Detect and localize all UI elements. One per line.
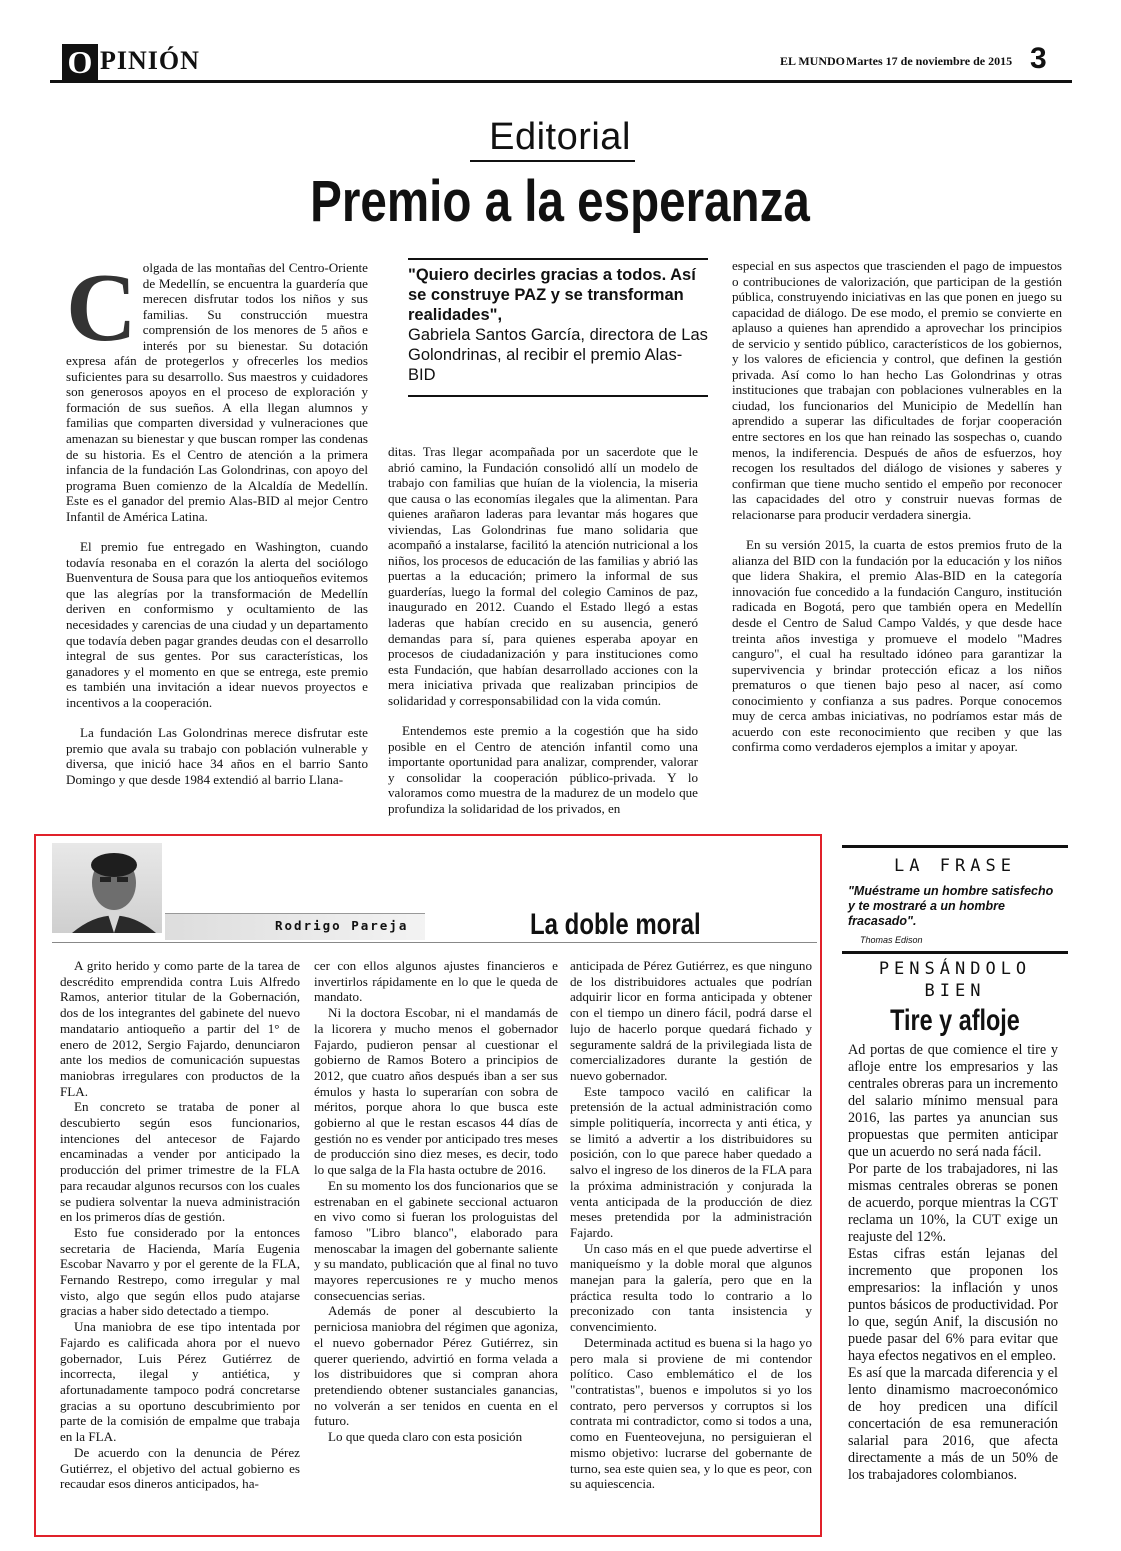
column-header-rule [52,942,817,943]
editorial-rule [470,160,635,162]
author-photo [52,843,162,933]
paragraph: Un caso más en el que puede advertirse el maniqueísmo y la doble moral que algunos manejan para la galería, pero que en la práctica resulta todo lo contrario a lo preconizado con tanta insistencia y convencimiento. [570,1240,812,1335]
paragraph: Entendemos este premio a la cogestión que ha sido posible en el Centro de atención infantil como una importante oportunidad para analizar, comprender, valorar y consolidar la cooperación público-privada. Y lo valoramos como muestra de la madurez de un modelo que profundiza la solidaridad de los privados, en [388,723,698,817]
opinion-column-2 [314,958,558,1445]
tire-title: Tire y afloje [890,1004,1020,1037]
quote-attribution: Gabriela Santos García, directora de Las Golondrinas, al recibir el premio Alas-BID [408,326,708,384]
editorial-column-3 [732,258,1062,770]
paragraph: olgada de las montañas del Centro-Oriente de Medellín, se encuentra la guardería que merecen disfrutar todos los niños y sus familias. Su construcción muestra comprensión de los menores de 5 años e interés por su bienestar. Su dotación expresa afán de protegerlos y ofrecerles los medios suficientes para su desarrollo. Sus maestros y cuidadores son generosos apoyos en el proceso de exploración y formación de sus sueños. A ella llegan alumnos y familias que comparten diversidad y vulneraciones que amenazan su bienestar y que buscan romper las condenas de su historia. Es el Centro de atención a la primera infancia de la fundación Las Golondrinas, con apoyo del programa Buen comienzo de la Alcaldía de Medellín. Este es el ganador del premio Alas-BID al mejor Centro Infantil de América Latina. [66,260,368,524]
editorial-label: Editorial [489,116,631,158]
tire-body [848,1042,1058,1484]
page-number: 3 [1030,42,1047,75]
paragraph: Además de poner al descubierto la perniciosa maniobra del régimen que agoniza, el nuevo gobernador Pérez Gutiérrez, sin querer queriendo, advirtió en forma velada a los distribuidores que si compran ahora pretendiendo obtener sustanciales ganancias, no volverán a ser tenidos en cuenta en el futuro. [314,1303,558,1429]
pensandolo-heading-2: BIEN [924,981,986,1001]
paragraph: Ni la doctora Escobar, ni el mandamás de la licorera y mucho menos el gobernador Fajardo, pudieron pensar al cuestionar el gobierno de Ramos Botero a principios de 2012, que cuatro años después iban a ser sus émulos y hasta lo superarían con sobra de méritos, porque ahora lo que busca este gobierno al que le restan escasos 44 días de gestión no es vender por anticipado tres meses de producción sino diez meses, es decir, todo lo que salga de la Fla hasta octubre de 2016. [314,1005,558,1178]
issue-date: Martes 17 de noviembre de 2015 [846,54,1013,68]
paragraph: Lo que queda claro con esta posición [328,1429,523,1445]
quote-rule [408,258,708,260]
editorial-title: Premio a la esperanza [310,169,810,234]
section-name: PINIÓN [100,46,200,75]
sidebar [842,845,1068,1484]
paragraph: Es así que la marcada diferencia y el lento dinamismo macroeconómico de hoy predicen una difícil concertación de esa remuneración salarial para 2016, que afecta directamente a más de un 50% de los trabajadores colombianos. [848,1365,1058,1483]
paragraph: especial en sus aspectos que trascienden el pago de impuestos o contribuciones de valorización, que participan de la gestión pública, construyendo iniciativas en las que ponen en juego su capacidad de diálogo. De ese modo, el premio se convierte en aplauso a quienes han aprendido a aprovechar los principios de servicio y sentido público, característicos de los gobiernos, y los valores de eficiencia y control, que definen la gestión privada. Así como lo han hecho Las Golondrinas y otras instituciones que trabajan con poblaciones vulnerables en la ciudad, los funcionarios del Municipio de Medellín han aprendido a superar las dificultades de forjar cooperación entre sectores en los que han reinado las sospechas o, cuando menos, la indiferencia. Después de años de esfuerzos, hoy recogen los resultados del diálogo de visiones y saberes y confirman que tiene mucho sentido el empeño por reconocer las capacidades del otro y construir nuevas formas de relacionarse para producir verdadera sinergia. [732,258,1062,522]
pensandolo-heading-1: PENSÁNDOLO [878,959,1032,979]
paragraph: A grito herido y como parte de la tarea de descrédito emprendida contra Luis Alfredo Ramos, anterior titular de la Gobernación, dos de los integrantes del gabinete del nuevo mandatario antioqueño a partir del 1° de enero de 2012, Sergio Fajardo, denunciaron ante los medios de comunicación supuestas maniobras irregulares con productos de la FLA. [60,958,300,1099]
paragraph: anticipada de Pérez Gutiérrez, es que ninguno de los distribuidores actuales que podrían adquirir licor en forma anticipada y obtener con el tiempo un dinero fácil, podrá darse el lujo de hacerlo porque quedará fichado y seguramente saldrá de la privilegiada lista de comercializadores durante la gestión de nuevo gobernador. [570,958,812,1083]
editorial-column-2 [388,444,698,832]
frase-heading: LA FRASE [894,856,1016,876]
editorial-column-1 [66,254,368,803]
frase-box [842,845,1068,945]
author-portrait-icon [52,843,162,933]
opinion-column-1 [60,958,300,1492]
frase-quote: "Muéstrame un hombre satisfecho y te mostraré a un hombre fracasado". [848,884,1054,928]
paragraph: En concreto se trataba de poner al descubierto según esos funcionarios, intenciones del antecesor de Fajardo encaminadas a vender por anticipado la producción del primer trimestre de la FLA para recaudar algunos recursos con los cuales se pudiera solventar la nueva administración en los primeros días de gestión. [60,1099,300,1225]
paragraph: El premio fue entregado en Washington, cuando todavía resonaba en el corazón la alerta del sociólogo Buenventura de Sousa para que los antioqueños evitemos que las alegrías por la transformación de Medellín deriven en conformismo y ocultamiento de las necesidades y carencias de una ciudad y un departamento que todavía deben pagar grandes deudas con el desarrollo integral de sus gentes. Por sus características, los ganadores y el momento en que se entrega, este premio es también una invitación a idear nuevos proyectos e incentivos a la cooperación. [66,539,368,710]
paragraph: En su versión 2015, la cuarta de estos premios fruto de la alianza del BID con la fundación por la educación y los niños que lidera Shakira, el premio Alas-BID en la categoría innovación fue concedido a la fundación Canguro, institución radicada en Bogotá, pero que también opera en Medellín desde el Centro de Salud Campo Valdés, y que desde hace treinta años investiga y promueve el modelo "Madres canguro", el cual ha resultado idóneo para garantizar la supervivencia y brindar protección eficaz a los niños prematuros o que tienen bajo peso al nacer, así como conocimiento y confianza a sus padres. Porque conocemos muy de cerca ambas iniciativas, no podríamos estar más de acuerdo con este reconocimiento que reciben y que las confirma como verdaderos ejemplos a imitar y apoyar. [732,537,1062,755]
paragraph: De acuerdo con la denuncia de Pérez Gutiérrez, el objetivo del actual gobierno es recaudar esos dineros anticipados, ha- [60,1444,300,1492]
paragraph: Esto fue considerado por la entonces secretaria de Hacienda, María Eugenia Escobar Navarro y por el gerente de la FLA, Fernando Restrepo, como irregular y mal visto, algo que según ellos pudo atajarse gracias a haber sido detectado a tiempo. [60,1224,300,1319]
quote-text: "Quiero decirles gracias a todos. Así se construye PAZ y se transforman realidades", [408,266,696,324]
column-author: Rodrigo Pareja [275,918,409,933]
frase-author: Thomas Edison [860,935,923,945]
paragraph: Una maniobra de ese tipo intentada por Fajardo es calificada ahora por el nuevo gobernador, Luis Pérez Gutiérrez de incorrecta, ilegal y antiética, y afortunadamente tampoco podrá concretarse gracias a su oportuno descubrimiento por parte de la comisión de empalme que trabaja en la FLA. [60,1319,300,1445]
paragraph: Por parte de los trabajadores, ni las mismas centrales obreras se ponen de acuerdo, porque mientras la CGT reclama un 10%, la CUT exige un reajuste del 12%. [848,1161,1058,1245]
pensandolo-box [842,951,1068,1484]
paragraph: Estas cifras están lejanas del incremento que proponen los empresarios: la inflación y unos puntos básicos de productividad. Por lo que, según Anif, la discusión no puede pasar del 6% para evitar que haya efectos negativos en el empleo. [848,1246,1058,1364]
publication-name: EL MUNDO [780,54,846,68]
drop-cap: C [66,254,137,362]
paragraph: La fundación Las Golondrinas merece disfrutar este premio que avala su trabajo con población vulnerable y diversa, que inició hace 34 años en el barrio Santo Domingo y que desde 1984 extendió al barrio Llana- [66,725,368,787]
paragraph: ditas. Tras llegar acompañada por un sacerdote que le abrió camino, la Fundación consolidó allí un modelo de trabajo con familias que huían de la violencia, la miseria que causa o las economías ilegales que la alimentan. Para quienes arañaron laderas para levantar más hogares que viviendas, Las Golondrinas fue mano solidaria que acompañó a instalarse, facilitó la atención nutricional a los niños, los procesos de educación de las familias y abrió las puertas a la educación; primero la informal de sus guarderías, luego la formal del colegio Caminos de paz, inaugurado en 2012. Cuando el Estado llegó a estas laderas que habían crecido en su ausencia, generó demandas para sí, para quienes esperaba apoyar en procesos de ciudadanización y para instituciones como esta Fundación, que habían desarrollado acciones con la mera iniciativa privada que realizaban principios de solidaridad y corresponsabilidad con la vida común. [388,444,698,708]
opinion-column-3 [570,958,812,1492]
paragraph: En su momento los dos funcionarios que se estrenaban en el gabinete seccional actuaron en vivo como si fueran los prologuistas del famoso "Libro blanco", elaborado para menoscabar la imagen del gobernante saliente y su mandato, publicación que al final no tuvo mayores repercusiones re y mucho menos consecuencias serias. [314,1177,558,1303]
section-initial: O [62,44,98,80]
column-title: La doble moral [530,908,701,941]
paragraph: Este tampoco vaciló en calificar la pretensión de la actual administración como simple politiquería, incorrecta y anti ética, y se limitó a advertir a los distribuidores su posición, con lo que parece haber quedado a salvo el ingreso de los dineros de la FLA para la próxima administración y conjurada la venta anticipada de la producción de diez meses pretendida por la administración Fajardo. [570,1083,812,1240]
pull-quote [408,265,708,397]
paragraph: Determinada actitud es buena si la hago yo pero mala si proviene de mi contendor político. Caso emblemático el de los "contratistas", buenos e impolutos si yo los contrato, pero perversos y corruptos si los contrata mi contradictor, como si todos a una, como en Fuenteovejuna, no persiguieran el mismo objetivo: lucrarse del gobernante de turno, sea este quien sea, y lo que es peor, con su aquiescencia. [570,1334,812,1492]
paragraph: Ad portas de que comience el tire y afloje entre los empresarios y las centrales obreras para un incremento del salario mínimo mensual para 2016, las partes ya anuncian sus propuestas que permiten anticipar que un acuerdo no será nada fácil. [848,1042,1058,1160]
paragraph: cer con ellos algunos ajustes financieros e invertirlos rápidamente en lo que le queda de mandato. [314,958,558,1005]
